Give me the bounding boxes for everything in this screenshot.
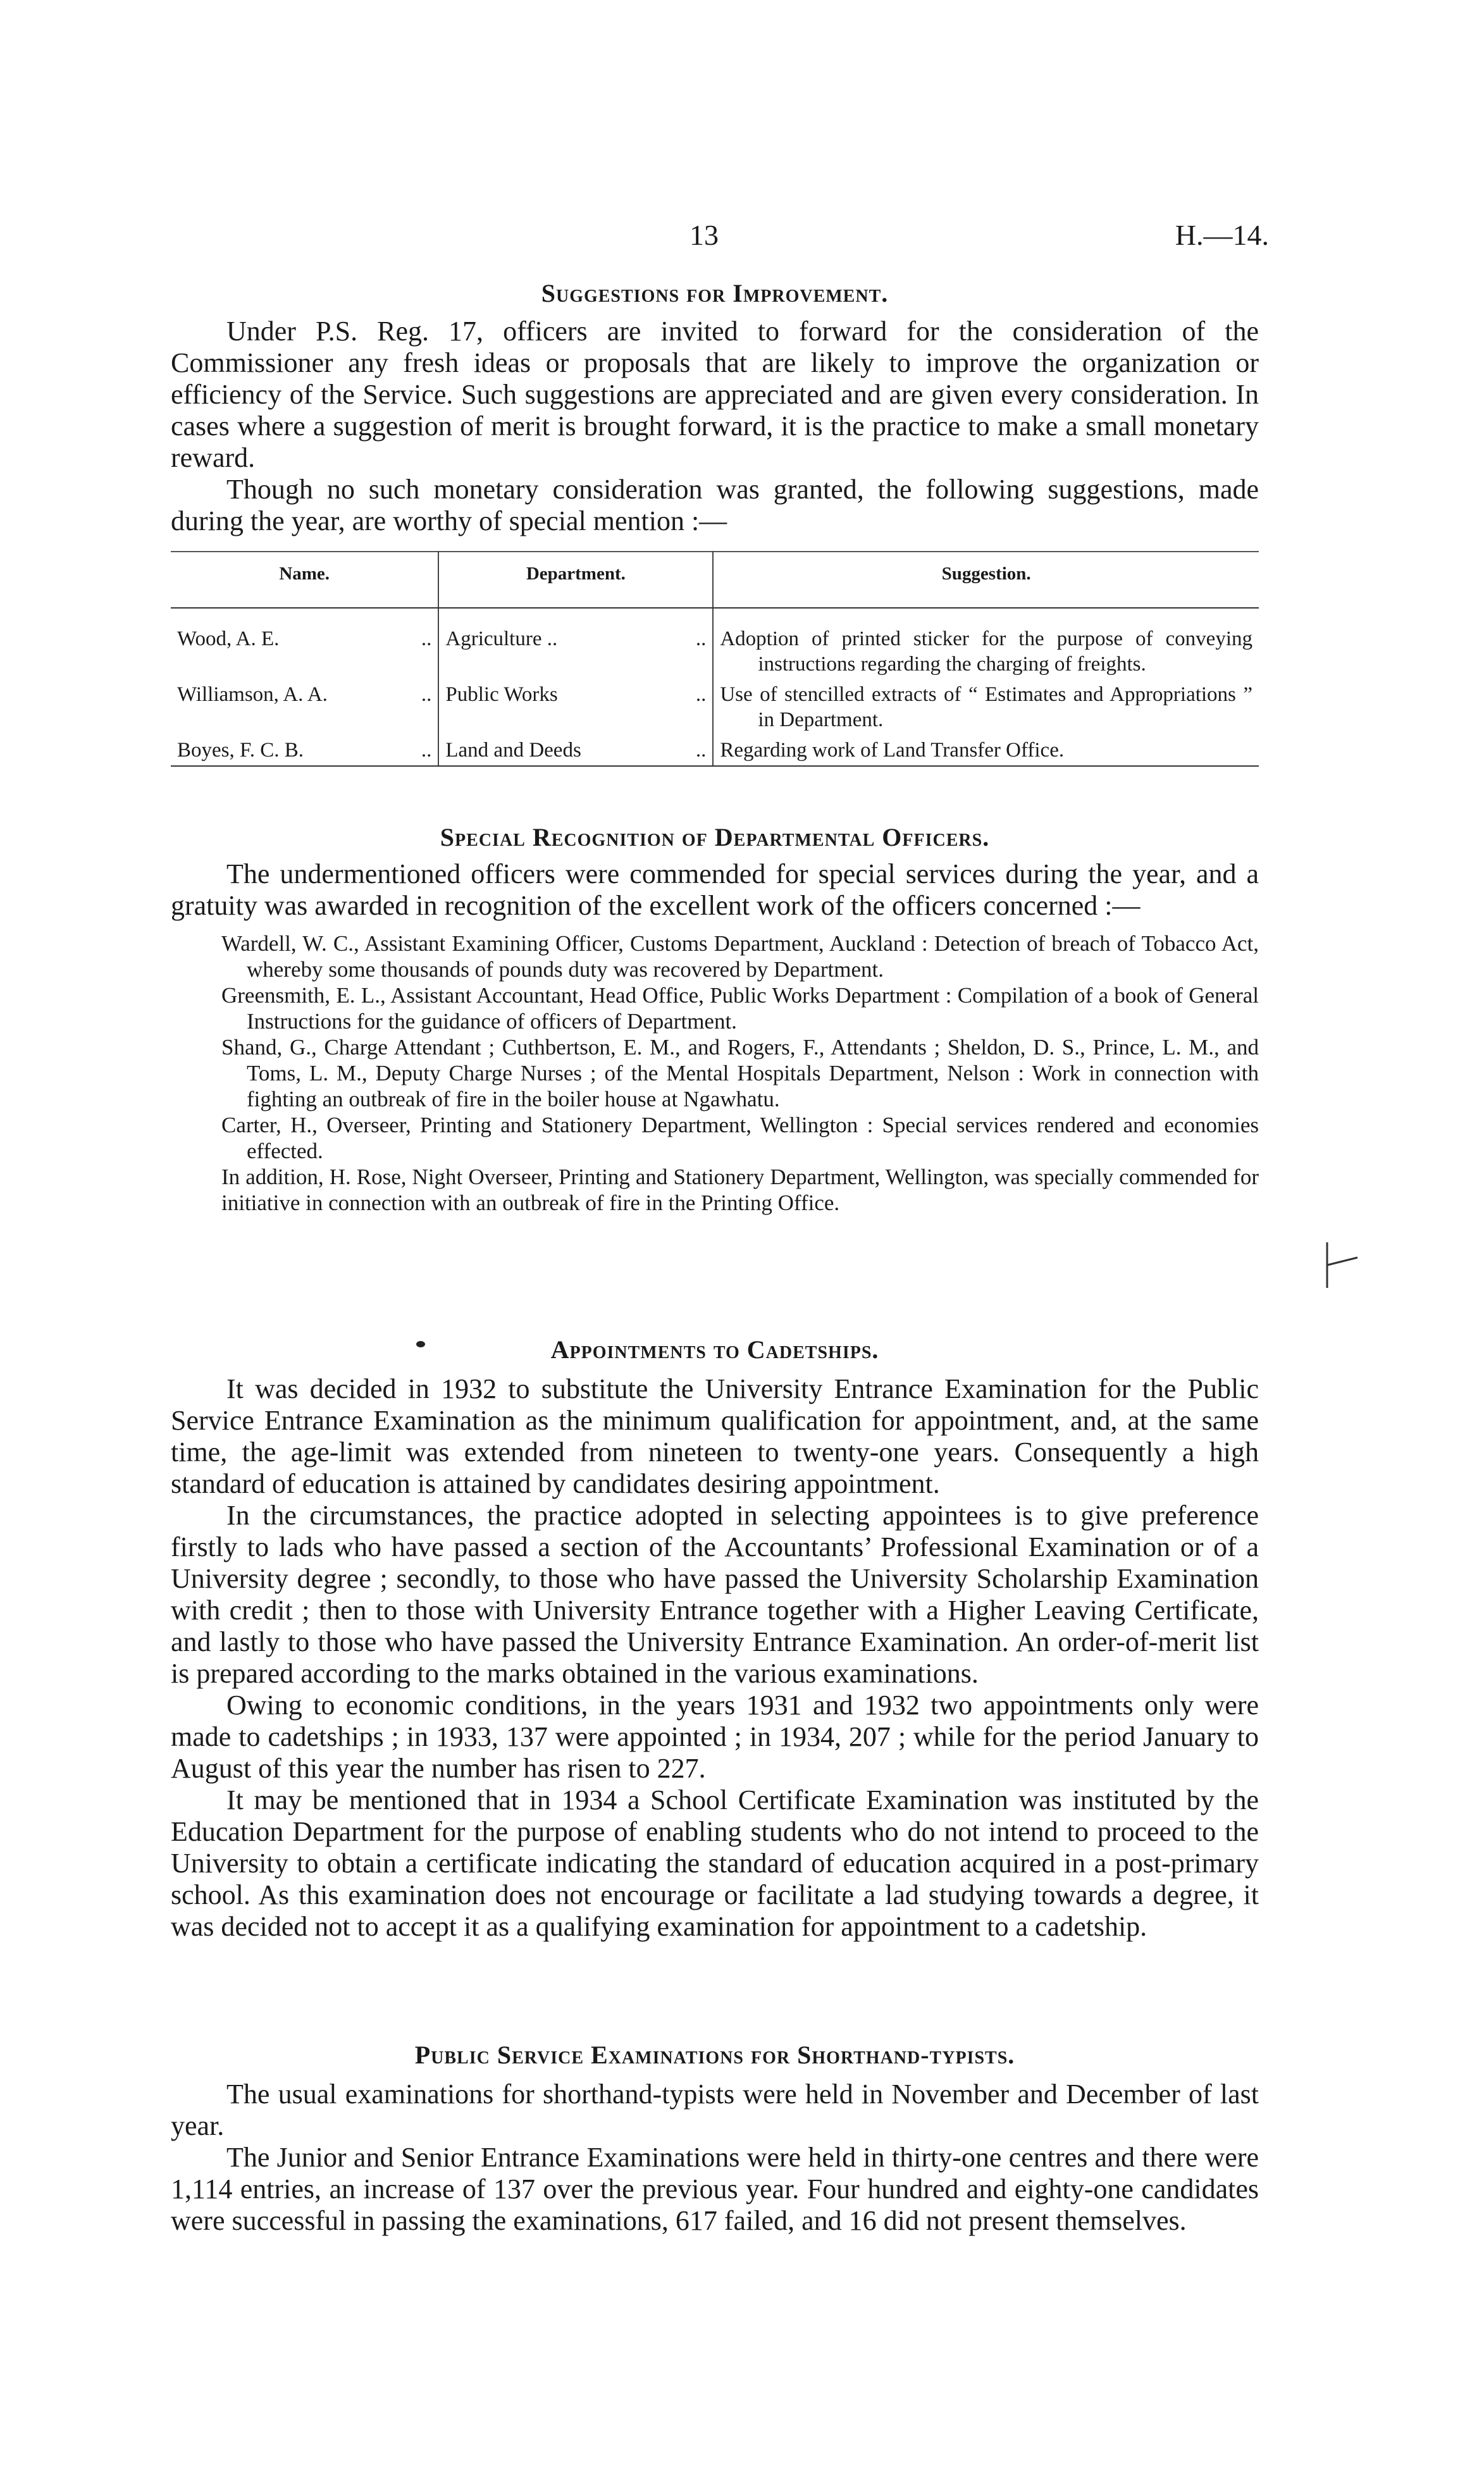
table-header-row (171, 552, 1259, 608)
suggestions-paragraph-2: Though no such monetary consideration was granted, the following suggestions, made during the year, are worthy of special mention :— (171, 474, 1259, 536)
row-suggestion: Adoption of printed sticker for the purpose of conveying instructions regarding the charging of freights. (720, 627, 1252, 676)
row-name: Boyes, F. C. B. (177, 739, 304, 762)
stray-ink-mark (416, 1341, 425, 1347)
recognition-intro: The undermentioned officers were commended for special services during the year, and a gratuity was awarded in recognition of the excellent work of the officers concerned :— (171, 858, 1259, 921)
dot-leader: .. (695, 627, 707, 650)
list-item: Carter, H., Overseer, Printing and Stationery Department, Wellington : Special services rendered and economies effected. (221, 1113, 1259, 1163)
row-name: Williamson, A. A. (177, 683, 328, 706)
row-suggestion: Regarding work of Land Transfer Office. (720, 739, 1065, 762)
page-number: 13 (689, 219, 719, 251)
row-department: Land and Deeds (445, 739, 581, 762)
shorthand-paragraph: The usual examinations for shorthand-typists were held in November and December of last year. (171, 2079, 1259, 2141)
shorthand-section (171, 2040, 1259, 2237)
cadetships-heading: Appointments to Cadetships. (550, 1335, 879, 1364)
recognition-section (171, 822, 1259, 1216)
recognition-heading: Special Recognition of Departmental Officers. (440, 823, 990, 851)
dot-leader: .. (695, 739, 707, 762)
margin-bracket-mark (1322, 1240, 1360, 1290)
recognition-addition: In addition, H. Rose, Night Overseer, Printing and Stationery Department, Wellington, was specially commended for initiative in connection with an outbreak of fire in the Printing Office. (221, 1165, 1259, 1215)
row-department: Agriculture .. (445, 627, 558, 650)
column-header-department: Department. (438, 552, 713, 608)
cadetships-paragraph: It was decided in 1932 to substitute the University Entrance Examination for the Public Service Entrance Examination as the minimum qualification for appointment, and, at the same time, the age-limit was extended from nineteen to twenty-one years. Consequently a high standard of education is attained by candidates desiring appointment. (171, 1373, 1259, 1499)
list-item: Greensmith, E. L., Assistant Accountant, Head Office, Public Works Department : Compilation of a book of General Instructions for the guidance of officers of Department. (221, 983, 1259, 1034)
row-department: Public Works (445, 683, 558, 706)
list-item: Wardell, W. C., Assistant Examining Officer, Customs Department, Auckland : Detection of breach of Tobacco Act, whereby some thousands of pounds duty was recovered by Department. (221, 931, 1259, 982)
list-item: Shand, G., Charge Attendant ; Cuthbertson, E. M., and Rogers, F., Attendants ; Sheldon, D. S., Prince, L. M., and Toms, L. M., Deputy Charge Nurses ; of the Mental Hospitals Department, Nelson : Work in connection with fighting an outbreak of fire in the boiler house at Ngawhatu. (221, 1035, 1259, 1111)
page-reference: H.—14. (1175, 219, 1269, 251)
table-row (171, 679, 1259, 735)
suggestions-section (171, 278, 1259, 767)
cadetships-paragraph: Owing to economic conditions, in the years 1931 and 1932 two appointments only were made to cadetships ; in 1933, 137 were appointed ; in 1934, 207 ; while for the period January to August of this year the number has risen to 227. (171, 1690, 1259, 1784)
cadetships-paragraph: In the circumstances, the practice adopted in selecting appointees is to give preference firstly to lads who have passed a section of the Accountants’ Professional Examination or of a University degree ; secondly, to those who have passed the University Scholarship Examination with credit ; then to those with University Entrance together with a Higher Leaving Certificate, and lastly to those who have passed the University Entrance Examination. An order-of-merit list is prepared according to the marks obtained in the various examinations. (171, 1500, 1259, 1689)
dot-leader: .. (421, 739, 432, 762)
cadetships-section (171, 1335, 1259, 1943)
row-suggestion: Use of stencilled extracts of “ Estimates and Appropriations ” in Department. (720, 683, 1252, 731)
suggestions-heading: Suggestions for Improvement. (541, 279, 889, 307)
dot-leader: .. (421, 683, 432, 706)
row-name: Wood, A. E. (177, 627, 280, 650)
shorthand-heading: Public Service Examinations for Shorthand-typists. (414, 2041, 1015, 2069)
cadetships-paragraph: It may be mentioned that in 1934 a School Certificate Examination was instituted by the Education Department for the purpose of enabling students who do not intend to proceed to the University to obtain a certificate indicating the standard of education acquired in a post-primary school. As this examination does not encourage or facilitate a lad studying towards a degree, it was decided not to accept it as a qualifying examination for appointment to a cadetship. (171, 1784, 1259, 1942)
dot-leader: .. (421, 627, 432, 650)
suggestions-paragraph-1: Under P.S. Reg. 17, officers are invited to forward for the consideration of the Commissioner any fresh ideas or proposals that are likely to improve the organization or efficiency of the Service. Such suggestions are appreciated and are given every consideration. In cases where a suggestion of merit is brought forward, it is the practice to make a small monetary reward. (171, 316, 1259, 473)
suggestions-table (171, 551, 1259, 767)
table-row (171, 624, 1259, 679)
recognition-list (171, 930, 1259, 1216)
table-row (171, 735, 1259, 766)
dot-leader: .. (695, 683, 707, 706)
column-header-suggestion: Suggestion. (713, 552, 1259, 608)
shorthand-paragraph: The Junior and Senior Entrance Examinations were held in thirty-one centres and there were 1,114 entries, an increase of 137 over the previous year. Four hundred and eighty-one candidates were successful in passing the examinations, 617 failed, and 16 did not present themselves. (171, 2142, 1259, 2236)
column-header-name: Name. (171, 552, 438, 608)
